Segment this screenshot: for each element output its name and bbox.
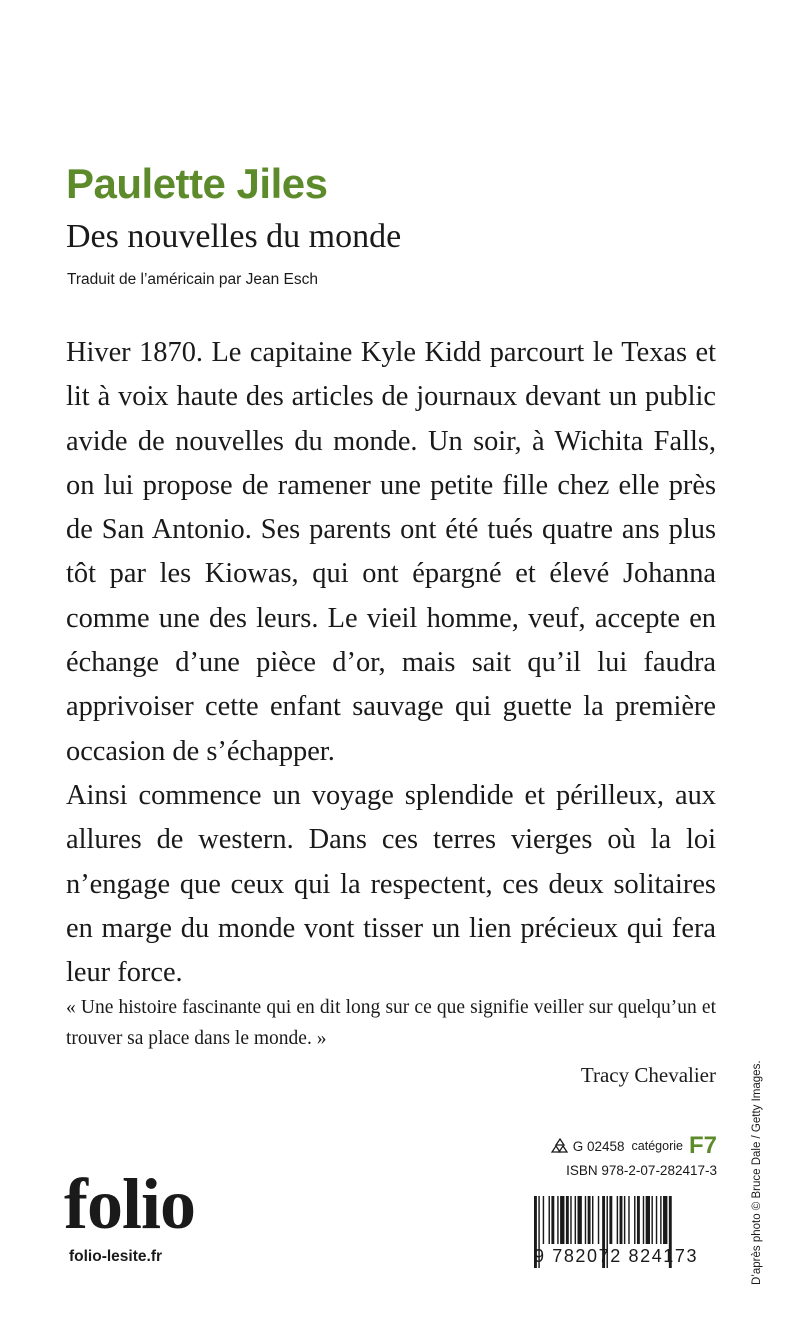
barcode-bar — [578, 1196, 582, 1244]
recycle-icon — [551, 1137, 569, 1155]
barcode-bar — [549, 1196, 550, 1244]
barcode-bar — [588, 1196, 591, 1244]
barcode-bar — [575, 1196, 576, 1244]
barcode-bar — [663, 1196, 667, 1244]
barcode-bar — [656, 1196, 657, 1244]
barcode-bar — [651, 1196, 652, 1244]
barcode-bar — [551, 1196, 554, 1244]
catalog-code: G 02458 — [572, 1138, 625, 1154]
barcode-bar — [543, 1196, 544, 1244]
barcode-bar — [585, 1196, 586, 1244]
barcode-bar — [598, 1196, 599, 1244]
barcode-bar — [660, 1196, 661, 1244]
barcode-bar — [592, 1196, 593, 1244]
folio-logo: folio — [64, 1164, 195, 1244]
publisher-website: folio-lesite.fr — [69, 1248, 163, 1265]
barcode-bar — [560, 1196, 564, 1244]
category-label: catégorie — [631, 1139, 683, 1153]
blurb-paragraph: Hiver 1870. Le capitaine Kyle Kidd parcourt le Texas et lit à voix haute des articles de journaux devant un public avide de nouvelles du monde. Un soir, à Wichita Falls, on lui propose de ramener une petite fille chez elle près de San Antonio. Ses parents ont été tués quatre ans plus tôt par les Kiowas, qui ont épargné et élevé Johanna comme une des leurs. Le vieil homme, veuf, accepte en échange d’une pièce d’or, mais sait qu’il lui faudra apprivoiser cette enfant sauvage qui guette la première occasion de s’échapper. — [66, 337, 716, 767]
category-code: F7 — [688, 1132, 717, 1159]
barcode-bar — [617, 1196, 618, 1244]
photo-credit: D’après photo © Bruce Dale / Getty Images. — [751, 1060, 763, 1285]
quote-author: Tracy Chevalier — [580, 1063, 716, 1087]
barcode-bar — [557, 1196, 558, 1244]
barcode-bar — [620, 1196, 623, 1244]
barcode-bar — [637, 1196, 640, 1244]
barcode-bar — [634, 1196, 635, 1244]
barcode-bar — [570, 1196, 571, 1244]
barcode-digits: 9 782072 824173 — [534, 1246, 699, 1266]
catalog-reference — [540, 1132, 717, 1160]
book-title: Des nouvelles du monde — [66, 218, 402, 255]
translator-credit: Traduit de l’américain par Jean Esch — [67, 271, 318, 288]
blurb-paragraph: Ainsi commence un voyage splendide et périlleux, aux allures de western. Dans ces terres vierges où la loi n’engage que ceux qui la respectent, ces deux solitaires en marge du monde vont tisser un lien précieux qui fera leur force. — [66, 779, 716, 989]
barcode-bar — [624, 1196, 625, 1244]
barcode-bar — [566, 1196, 569, 1244]
author-name: Paulette Jiles — [66, 160, 328, 207]
barcode-bar — [628, 1196, 629, 1244]
review-quote — [66, 992, 716, 1054]
back-cover-blurb — [66, 331, 716, 995]
barcode-bar — [643, 1196, 644, 1244]
barcode-bar — [646, 1196, 650, 1244]
isbn: ISBN 978-2-07-282417-3 — [566, 1163, 717, 1178]
barcode-bar — [609, 1196, 612, 1244]
quote-text: « Une histoire fascinante qui en dit long sur ce que signifie veiller sur quelqu’un et trouver sa place dans le monde. » — [66, 997, 716, 1049]
